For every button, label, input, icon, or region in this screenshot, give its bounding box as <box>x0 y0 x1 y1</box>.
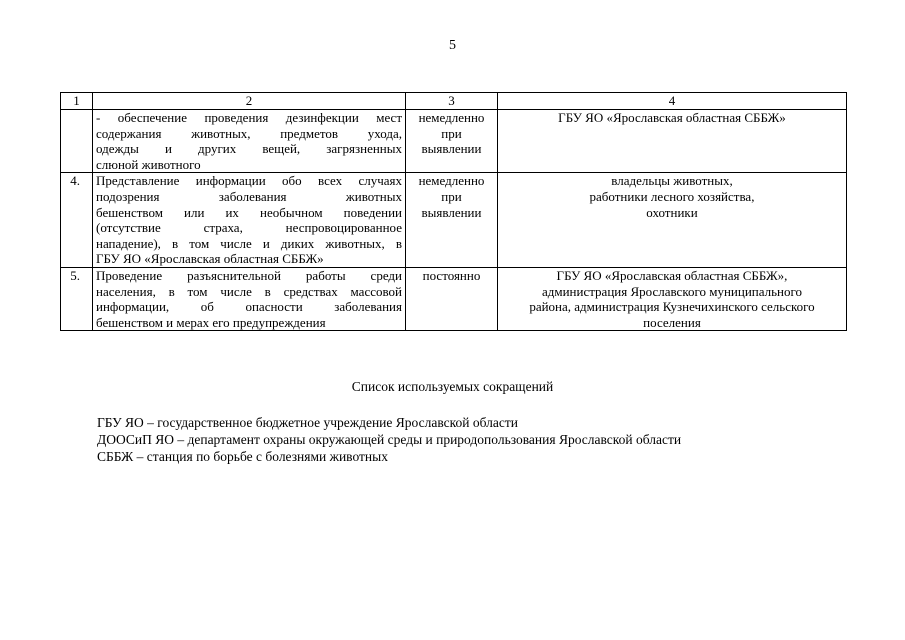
measure-description <box>93 173 406 268</box>
description-line: одежды и других вещей, загрязненных <box>96 141 402 157</box>
responsible-line: ГБУ ЯО «Ярославская областная СББЖ» <box>558 110 786 125</box>
column-header-3: 3 <box>406 93 498 110</box>
description-line: содержания животных, предметов ухода, <box>96 125 402 141</box>
row-number <box>61 110 93 173</box>
term-line: выявлении <box>421 141 482 157</box>
term-line: при <box>441 188 462 204</box>
responsible-line: владельцы животных, <box>611 173 733 189</box>
abbreviation-item: ГБУ ЯО – государственное бюджетное учреждение Ярославской области <box>97 415 518 430</box>
description-line: подозрения заболевания животных <box>96 188 402 204</box>
column-header-4: 4 <box>498 93 847 110</box>
description-line: населения, в том числе в средствах массовой <box>96 283 402 299</box>
description-line: слюной животного <box>96 156 201 172</box>
measure-responsible <box>498 173 847 268</box>
row-number: 4. <box>61 173 93 268</box>
table-row <box>61 267 847 330</box>
description-line: бешенством и мерах его предупреждения <box>96 314 326 330</box>
description-line: ГБУ ЯО «Ярославская областная СББЖ» <box>96 251 324 267</box>
term-line: немедленно <box>418 173 485 189</box>
responsible-line: администрация Ярославского муниципального <box>541 283 803 299</box>
responsible-line: ГБУ ЯО «Ярославская областная СББЖ», <box>556 267 788 283</box>
table-row <box>61 173 847 268</box>
page-number: 5 <box>449 38 456 53</box>
responsible-line: района, администрация Кузнечихинского сельского <box>529 299 815 315</box>
measure-responsible <box>498 267 847 330</box>
abbreviation-item: СББЖ – станция по борьбе с болезнями животных <box>97 449 388 464</box>
abbreviations-title: Список используемых сокращений <box>351 379 554 394</box>
measure-term <box>406 173 498 268</box>
term-line: при <box>441 125 462 141</box>
column-header-2: 2 <box>93 93 406 110</box>
description-line: бешенством или их необычном поведении <box>96 204 402 220</box>
measure-responsible <box>498 110 847 173</box>
term-line: немедленно <box>418 110 485 125</box>
description-line: информации, об опасности заболевания <box>96 299 402 315</box>
description-line: - обеспечение проведения дезинфекции мест <box>96 110 402 125</box>
abbreviations-list <box>97 414 681 465</box>
description-line: Представление информации обо всех случаях <box>96 173 402 189</box>
measure-description <box>93 267 406 330</box>
description-line: нападение), в том числе и диких животных, в <box>96 235 402 251</box>
term-line: выявлении <box>421 204 482 220</box>
term-line: постоянно <box>422 267 481 283</box>
responsible-line: охотники <box>646 204 698 220</box>
row-number: 5. <box>61 267 93 330</box>
measure-term <box>406 267 498 330</box>
description-line: Проведение разъяснительной работы среди <box>96 267 402 283</box>
measures-table <box>60 92 847 331</box>
abbreviation-item: ДООСиП ЯО – департамент охраны окружающей среды и природопользования Ярославской области <box>97 432 682 447</box>
table-header-row <box>61 93 847 110</box>
responsible-line: работники лесного хозяйства, <box>589 188 755 204</box>
table-row <box>61 110 847 173</box>
description-line: (отсутствие страха, неспровоцированное <box>96 220 402 236</box>
responsible-line: поселения <box>643 314 701 330</box>
measure-description <box>93 110 406 173</box>
column-header-1: 1 <box>61 93 93 110</box>
measure-term <box>406 110 498 173</box>
